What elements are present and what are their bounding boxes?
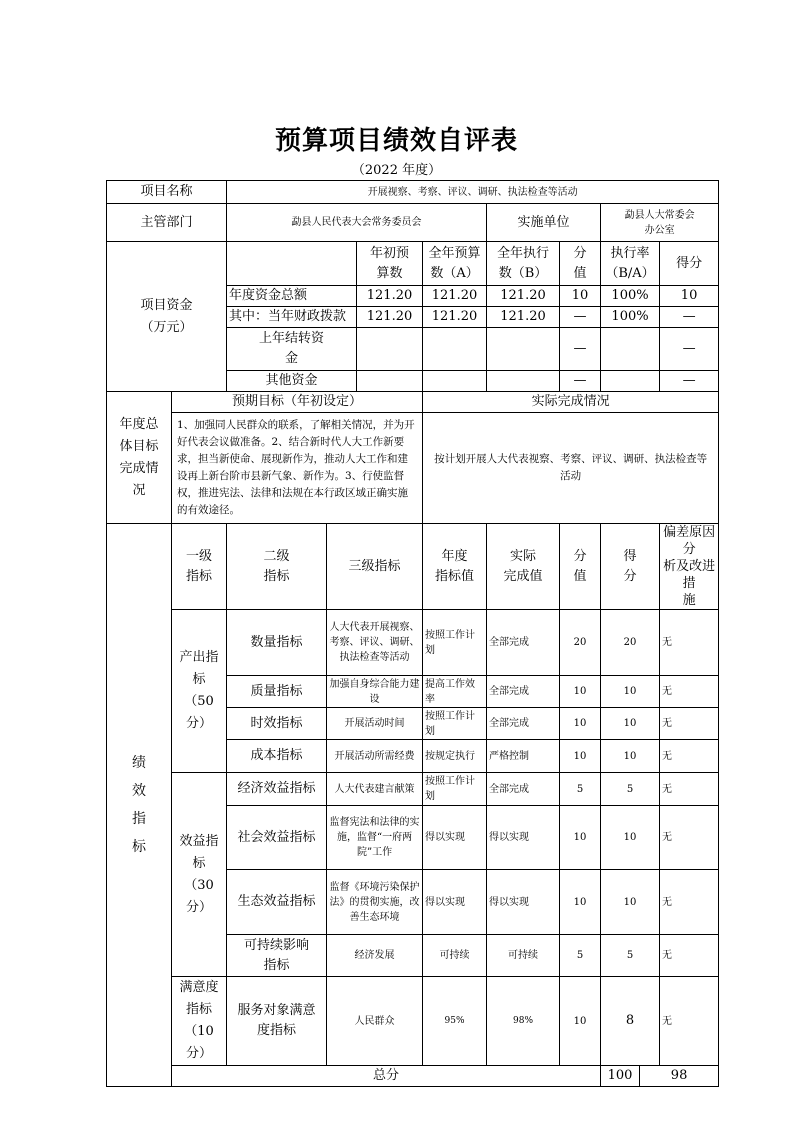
indicator-actual: 全部完成 bbox=[487, 708, 560, 740]
indicator-value: 20 bbox=[560, 610, 601, 676]
funds-budget: 121.20 bbox=[423, 286, 487, 307]
evaluation-table bbox=[106, 180, 719, 1087]
indicator-actual: 严格控制 bbox=[487, 740, 560, 773]
level2-indicator: 成本指标 bbox=[227, 740, 327, 773]
indicator-note: 无 bbox=[660, 977, 719, 1066]
funds-initial bbox=[357, 328, 423, 371]
level2-indicator: 质量指标 bbox=[227, 676, 327, 708]
level2-indicator: 时效指标 bbox=[227, 708, 327, 740]
funds-header-blank bbox=[227, 242, 357, 286]
funds-score: 10 bbox=[660, 286, 719, 307]
indicator-value: 10 bbox=[560, 740, 601, 773]
funds-initial: 121.20 bbox=[357, 307, 423, 328]
indicator-score: 10 bbox=[601, 870, 660, 935]
indicator-actual: 全部完成 bbox=[487, 676, 560, 708]
level3-indicator: 加强自身综合能力建设 bbox=[327, 676, 423, 708]
indicator-target: 按照工作计划 bbox=[423, 708, 487, 740]
funds-label: 项目资金 （万元） bbox=[107, 242, 227, 392]
funds-score-value: — bbox=[560, 328, 601, 371]
indicator-target: 按照工作计划 bbox=[423, 610, 487, 676]
indicator-header: 得 分 bbox=[601, 524, 660, 610]
funds-budget bbox=[423, 371, 487, 392]
funds-header: 分 值 bbox=[560, 242, 601, 286]
level3-indicator: 监督《环境污染保护法》的贯彻实施，改善生态环境 bbox=[327, 870, 423, 935]
indicator-value: 10 bbox=[560, 806, 601, 870]
indicator-note: 无 bbox=[660, 806, 719, 870]
funds-row-label: 年度资金总额 bbox=[227, 286, 357, 307]
level2-indicator: 服务对象满意 度指标 bbox=[227, 977, 327, 1066]
indicator-score: 10 bbox=[601, 708, 660, 740]
indicator-value: 5 bbox=[560, 773, 601, 806]
level3-indicator: 监督宪法和法律的实施，监督“一府两院”工作 bbox=[327, 806, 423, 870]
level3-indicator: 人民群众 bbox=[327, 977, 423, 1066]
funds-executed bbox=[487, 371, 560, 392]
indicator-target: 按照工作计划 bbox=[423, 773, 487, 806]
funds-row-label: 其他资金 bbox=[227, 371, 357, 392]
project-name-label: 项目名称 bbox=[107, 181, 227, 204]
indicator-note: 无 bbox=[660, 870, 719, 935]
goals-actual-header: 实际完成情况 bbox=[423, 392, 719, 413]
funds-initial: 121.20 bbox=[357, 286, 423, 307]
indicator-target: 95% bbox=[423, 977, 487, 1066]
level2-indicator: 可持续影响 指标 bbox=[227, 935, 327, 977]
indicator-score: 10 bbox=[601, 806, 660, 870]
funds-header: 全年执行 数（B） bbox=[487, 242, 560, 286]
level2-indicator: 生态效益指标 bbox=[227, 870, 327, 935]
indicator-group-benefit: 效益指 标 （30 分） bbox=[172, 773, 227, 977]
funds-executed: 121.20 bbox=[487, 307, 560, 328]
indicator-note: 无 bbox=[660, 610, 719, 676]
level3-indicator: 经济发展 bbox=[327, 935, 423, 977]
indicator-note: 无 bbox=[660, 708, 719, 740]
page-title: 预算项目绩效自评表 bbox=[274, 126, 518, 156]
funds-score: — bbox=[660, 371, 719, 392]
funds-score: — bbox=[660, 328, 719, 371]
goals-label: 年度总 体目标 完成情 况 bbox=[107, 392, 172, 524]
indicator-score: 10 bbox=[601, 740, 660, 773]
indicator-header: 实际 完成值 bbox=[487, 524, 560, 610]
indicator-target: 提高工作效率 bbox=[423, 676, 487, 708]
indicator-score: 10 bbox=[601, 676, 660, 708]
indicator-target: 可持续 bbox=[423, 935, 487, 977]
level3-indicator: 开展活动时间 bbox=[327, 708, 423, 740]
indicator-score: 20 bbox=[601, 610, 660, 676]
funds-score: — bbox=[660, 307, 719, 328]
indicator-actual: 得以实现 bbox=[487, 806, 560, 870]
indicators-label: 绩 效 指 标 bbox=[107, 524, 172, 1087]
indicator-target: 得以实现 bbox=[423, 806, 487, 870]
dept-label: 主管部门 bbox=[107, 204, 227, 242]
indicator-header: 一级 指标 bbox=[172, 524, 227, 610]
impl-label: 实施单位 bbox=[487, 204, 601, 242]
goals-actual-text: 按计划开展人大代表视察、考察、评议、调研、执法检查等活动 bbox=[423, 413, 719, 524]
indicator-value: 10 bbox=[560, 708, 601, 740]
indicator-target: 得以实现 bbox=[423, 870, 487, 935]
funds-row-label: 其中：当年财政拨款 bbox=[227, 307, 357, 328]
level3-indicator: 人大代表开展视察、考察、评议、调研、执法检查等活动 bbox=[327, 610, 423, 676]
indicator-header: 二级 指标 bbox=[227, 524, 327, 610]
funds-rate bbox=[601, 328, 660, 371]
level2-indicator: 社会效益指标 bbox=[227, 806, 327, 870]
indicator-target: 按规定执行 bbox=[423, 740, 487, 773]
indicator-actual: 98% bbox=[487, 977, 560, 1066]
indicator-header: 年度 指标值 bbox=[423, 524, 487, 610]
indicator-group-satisfaction: 满意度 指标 （10 分） bbox=[172, 977, 227, 1066]
indicator-score: 5 bbox=[601, 935, 660, 977]
indicator-score: 8 bbox=[601, 977, 660, 1066]
dept-value: 勐县人民代表大会常务委员会 bbox=[227, 204, 487, 242]
funds-rate: 100% bbox=[601, 307, 660, 328]
funds-header: 得分 bbox=[660, 242, 719, 286]
indicator-group-output: 产出指 标 （50 分） bbox=[172, 610, 227, 773]
project-name-value: 开展视察、考察、评议、调研、执法检查等活动 bbox=[227, 181, 719, 204]
indicator-header: 三级指标 bbox=[327, 524, 423, 610]
indicator-value: 10 bbox=[560, 977, 601, 1066]
indicator-actual: 得以实现 bbox=[487, 870, 560, 935]
indicator-actual: 全部完成 bbox=[487, 610, 560, 676]
year-label: （2022 年度） bbox=[351, 163, 442, 178]
funds-executed bbox=[487, 328, 560, 371]
indicator-score: 5 bbox=[601, 773, 660, 806]
indicator-value: 10 bbox=[560, 870, 601, 935]
funds-rate: 100% bbox=[601, 286, 660, 307]
indicator-value: 5 bbox=[560, 935, 601, 977]
funds-initial bbox=[357, 371, 423, 392]
level2-indicator: 数量指标 bbox=[227, 610, 327, 676]
funds-executed: 121.20 bbox=[487, 286, 560, 307]
funds-header: 执行率 （B/A） bbox=[601, 242, 660, 286]
funds-score-value: — bbox=[560, 307, 601, 328]
indicator-value: 10 bbox=[560, 676, 601, 708]
funds-row-label: 上年结转资 金 bbox=[227, 328, 357, 371]
funds-rate bbox=[601, 371, 660, 392]
goals-expected-header: 预期目标（年初设定） bbox=[172, 392, 423, 413]
goals-expected-text: 1、加强同人民群众的联系，了解相关情况，并为开好代表会议做准备。2、结合新时代人大工作新要求，担当新使命、展现新作为，推动人大工作和建设再上新台阶市县新气象、新作为。3、行使监督权，推进宪法、法律和法规在本行政区域正确实施的有效途径。 bbox=[172, 413, 423, 524]
total-value: 100 bbox=[601, 1066, 640, 1087]
funds-budget: 121.20 bbox=[423, 307, 487, 328]
indicator-header: 偏差原因分 析及改进措 施 bbox=[660, 524, 719, 610]
level2-indicator: 经济效益指标 bbox=[227, 773, 327, 806]
level3-indicator: 开展活动所需经费 bbox=[327, 740, 423, 773]
indicator-note: 无 bbox=[660, 740, 719, 773]
indicator-actual: 全部完成 bbox=[487, 773, 560, 806]
funds-budget bbox=[423, 328, 487, 371]
indicator-note: 无 bbox=[660, 935, 719, 977]
funds-header: 全年预算 数（A） bbox=[423, 242, 487, 286]
total-label: 总分 bbox=[172, 1066, 601, 1087]
funds-score-value: 10 bbox=[560, 286, 601, 307]
funds-score-value: — bbox=[560, 371, 601, 392]
indicator-actual: 可持续 bbox=[487, 935, 560, 977]
funds-header: 年初预 算数 bbox=[357, 242, 423, 286]
level3-indicator: 人大代表建言献策 bbox=[327, 773, 423, 806]
indicator-header: 分 值 bbox=[560, 524, 601, 610]
total-score: 98 bbox=[640, 1066, 719, 1087]
indicator-note: 无 bbox=[660, 676, 719, 708]
impl-value: 勐县人大常委会 办公室 bbox=[601, 204, 719, 242]
indicator-note: 无 bbox=[660, 773, 719, 806]
